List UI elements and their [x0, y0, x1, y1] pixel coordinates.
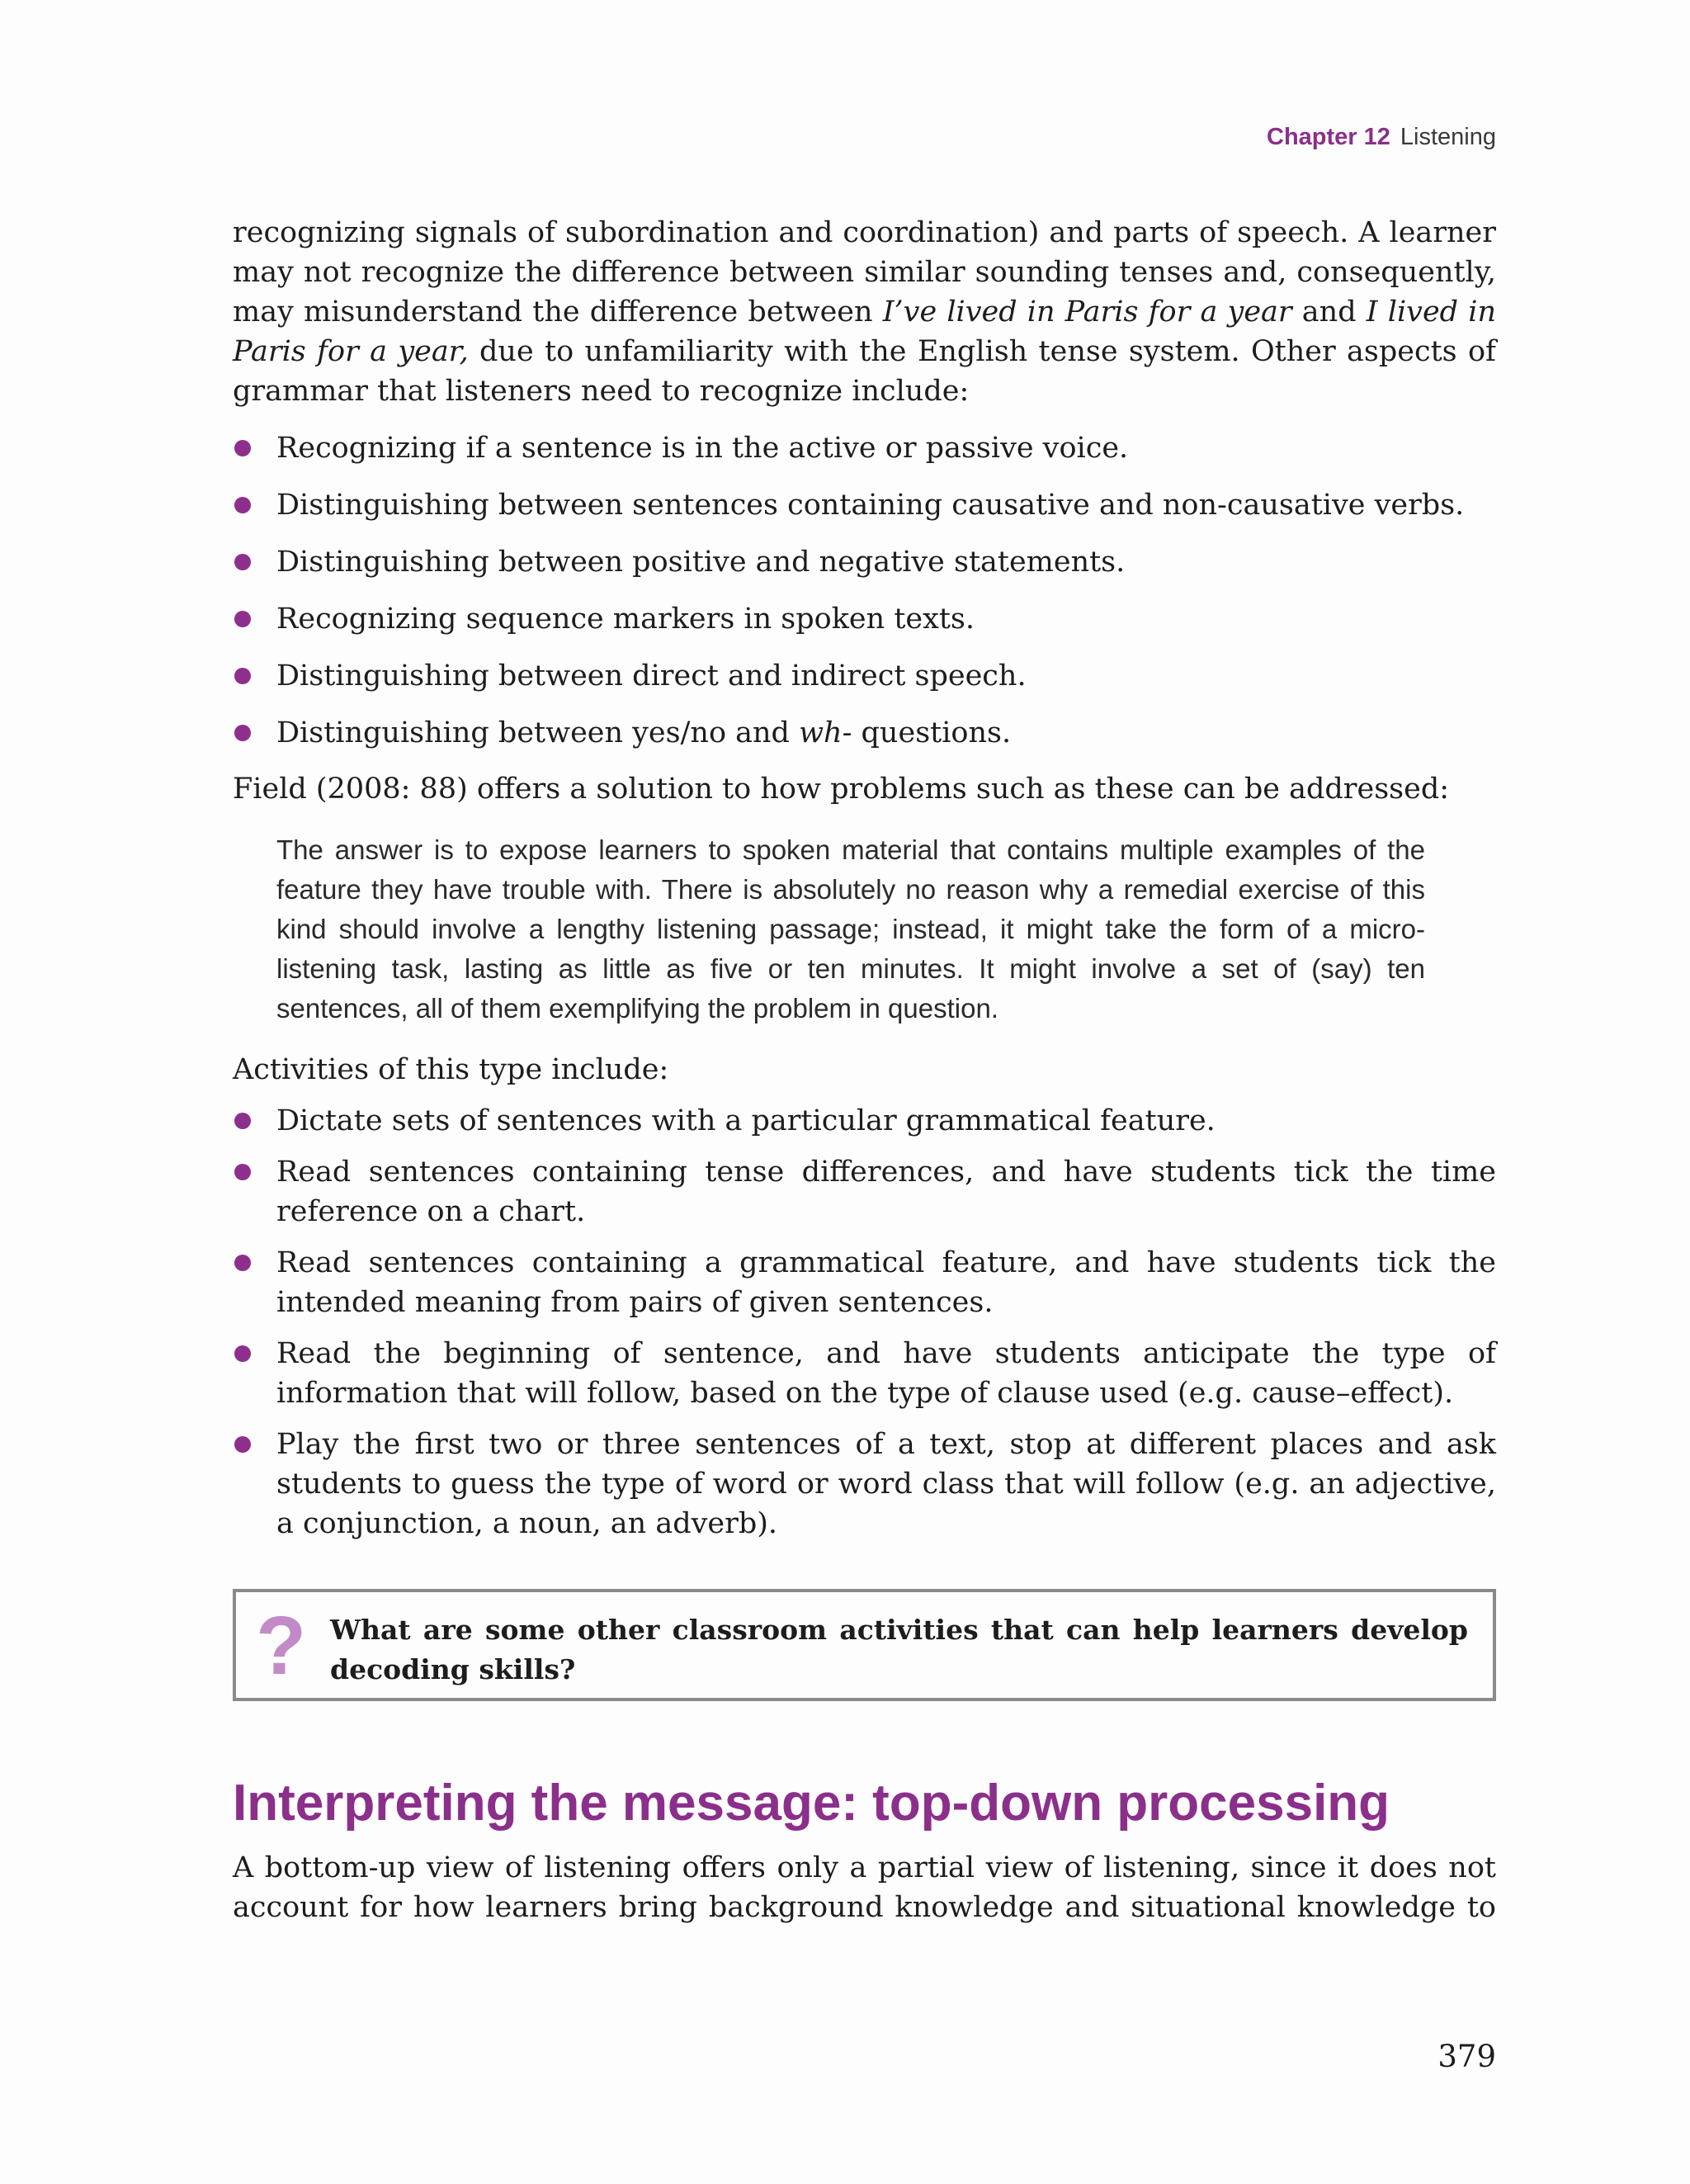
list-item: Read the beginning of sentence, and have students anticipate the type of information that will follow, based on the type of clause used (e.g. cause–effect).: [233, 1334, 1496, 1413]
bullet-icon: [234, 1255, 251, 1271]
list-item: Distinguishing between yes/no and wh- questions.: [233, 713, 1496, 753]
page-body: [233, 213, 1496, 1927]
bullet-icon: [234, 554, 251, 570]
question-mark-icon: ?: [256, 1600, 307, 1692]
bullet-icon: [234, 1436, 251, 1453]
list-item: Distinguishing between direct and indirect speech.: [233, 656, 1496, 696]
reflection-question-text: What are some other classroom activities that can help learners develop decoding skills?: [330, 1614, 1468, 1685]
section-heading: Interpreting the message: top-down processing: [233, 1775, 1390, 1832]
reflection-question-box: [233, 1589, 1496, 1701]
list-item: Read sentences containing tense differences, and have students tick the time reference on a chart.: [233, 1152, 1496, 1231]
bullet-icon: [234, 668, 251, 684]
activities-list: [233, 1101, 1496, 1543]
bullet-icon: [234, 1164, 251, 1180]
list-item: Recognizing if a sentence is in the active or passive voice.: [233, 428, 1496, 468]
bullet-icon: [234, 497, 251, 513]
bullet-icon: [234, 1113, 251, 1129]
list-item: Play the first two or three sentences of a text, stop at different places and ask students to guess the type of word or word class that will follow (e.g. an adjective, a conjunction, a noun, an adverb).: [233, 1425, 1496, 1543]
section-title: Listening: [1400, 124, 1496, 150]
bullet-icon: [234, 1345, 251, 1362]
list-item: Distinguishing between sentences containing causative and non-causative verbs.: [233, 485, 1496, 525]
activities-intro: Activities of this type include:: [233, 1053, 669, 1086]
bottom-paragraph: A bottom-up view of listening offers only a partial view of listening, since it does not account for how learners bring background knowledge and situational knowledge to: [233, 1851, 1496, 1924]
intro-paragraph: recognizing signals of subordination and coordination) and parts of speech. A learner may not recognize the difference between similar sounding tenses and, consequently, may misunderstand the difference between I’ve lived in Paris for a year and I lived in Paris for a year, due to unfamiliarity with the English tense system. Other aspects of grammar that listeners need to recognize include:: [233, 216, 1496, 408]
bullet-icon: [234, 611, 251, 627]
chapter-label: Chapter 12: [1267, 124, 1390, 150]
list-item: Recognizing sequence markers in spoken texts.: [233, 599, 1496, 639]
list-item: Read sentences containing a grammatical feature, and have students tick the intended meaning from pairs of given sentences.: [233, 1243, 1496, 1322]
bullet-icon: [234, 725, 251, 741]
field-citation-paragraph: Field (2008: 88) offers a solution to how problems such as these can be addressed:: [233, 773, 1450, 806]
running-header: [0, 124, 1496, 151]
page-number: 379: [1437, 2039, 1496, 2074]
bullet-icon: [234, 440, 251, 456]
block-quote: The answer is to expose learners to spoken material that contains multiple examples of the feature they have trouble with. There is absolutely no reason why a remedial exercise of this kind should involve a lengthy listening passage; instead, it might take the form of a micro-listening task, lasting as little as five or ten minutes. It might involve a set of (say) ten sentences, all of them exemplifying the problem in question.: [276, 834, 1425, 1023]
list-item: Dictate sets of sentences with a particular grammatical feature.: [233, 1101, 1496, 1141]
grammar-points-list: [233, 428, 1496, 753]
list-item: Distinguishing between positive and negative statements.: [233, 542, 1496, 582]
